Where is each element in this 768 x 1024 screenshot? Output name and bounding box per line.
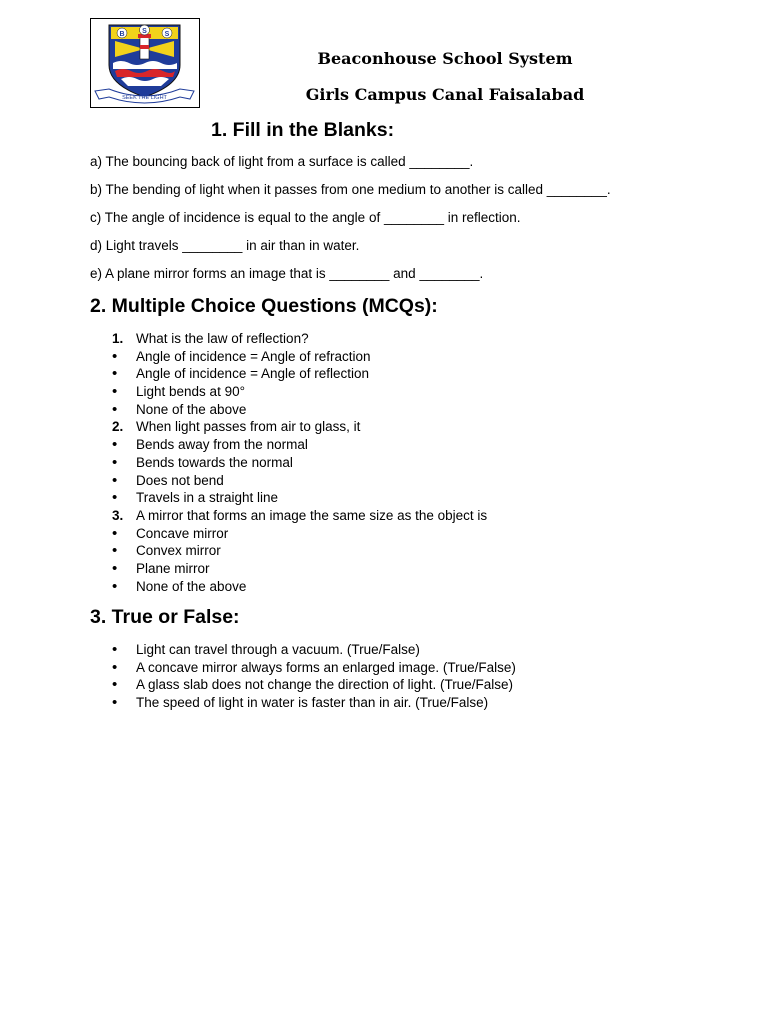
option-text: None of the above: [136, 578, 247, 594]
crest-motto: SEEK THE LIGHT: [122, 95, 167, 101]
school-logo: [90, 18, 200, 108]
option-text: Plane mirror: [136, 560, 210, 576]
option-text: Concave mirror: [136, 525, 229, 541]
mcq-option: [112, 401, 487, 419]
mcq-option: [112, 472, 487, 490]
mcq-question: [112, 330, 487, 348]
crest-letter-1: B: [119, 31, 125, 38]
mcq-question: [112, 507, 487, 525]
mcq-option: [112, 578, 487, 596]
bullet-icon: •: [112, 658, 118, 676]
school-crest-icon: [91, 19, 198, 106]
fill-blank-item: c) The angle of incidence is equal to the angle of ________ in reflection.: [90, 210, 521, 225]
statement-text: A glass slab does not change the direction of light. (True/False): [136, 677, 513, 693]
bullet-icon: •: [112, 453, 118, 471]
mcq-option: [112, 383, 487, 401]
mcq-option: [112, 365, 487, 383]
bullet-icon: •: [112, 577, 118, 595]
bullet-icon: •: [112, 559, 118, 577]
mcq-option: [112, 436, 487, 454]
bullet-icon: •: [112, 542, 118, 560]
option-text: Does not bend: [136, 472, 224, 488]
mcq-list: [112, 330, 487, 595]
option-text: Angle of incidence = Angle of refraction: [136, 348, 371, 364]
crest-letter-3: S: [164, 31, 170, 38]
statement-text: Light can travel through a vacuum. (True/False): [136, 642, 420, 657]
statement-text: The speed of light in water is faster than in air. (True/False): [136, 695, 489, 711]
fill-blanks-list: [90, 153, 730, 293]
crest-letter-2: S: [142, 28, 147, 35]
bullet-icon: •: [112, 524, 118, 542]
mcq-question: [112, 418, 487, 436]
option-text: None of the above: [136, 401, 247, 417]
mcq-option: [112, 560, 487, 578]
bullet-icon: •: [112, 365, 118, 383]
section-true-false-title: 3. True or False:: [90, 606, 240, 628]
mcq-option: [112, 454, 487, 472]
bullet-icon: •: [112, 676, 118, 694]
true-false-item: [112, 641, 516, 659]
mcq-option: [112, 489, 487, 507]
campus-name: Girls Campus Canal Faisalabad: [305, 85, 585, 104]
true-false-list: [112, 641, 516, 712]
statement-text: A concave mirror always forms an enlarged image. (True/False): [136, 659, 516, 675]
question-number: 2.: [112, 419, 124, 435]
mcq-option: [112, 348, 487, 366]
fill-blank-item: a) The bouncing back of light from a surface is called ________.: [90, 154, 474, 169]
option-text: Bends away from the normal: [136, 437, 308, 453]
bullet-icon: •: [112, 471, 118, 489]
question-number: 1.: [112, 331, 124, 346]
true-false-item: [112, 694, 516, 712]
bullet-icon: •: [112, 400, 118, 418]
true-false-item: [112, 659, 516, 677]
fill-blank-item: d) Light travels ________ in air than in water.: [90, 238, 360, 253]
question-number: 3.: [112, 507, 124, 523]
option-text: Convex mirror: [136, 543, 221, 559]
option-text: Light bends at 90°: [136, 384, 245, 400]
bullet-icon: •: [112, 436, 118, 454]
true-false-item: [112, 676, 516, 694]
fill-blank-item: b) The bending of light when it passes from one medium to another is called ________.: [90, 182, 611, 197]
school-name: Beaconhouse School System: [317, 49, 573, 68]
question-text: A mirror that forms an image the same size as the object is: [136, 507, 488, 523]
option-text: Angle of incidence = Angle of reflection: [136, 366, 370, 382]
section-mcq-title: 2. Multiple Choice Questions (MCQs):: [90, 295, 438, 317]
bullet-icon: •: [112, 347, 118, 365]
option-text: Bends towards the normal: [136, 454, 293, 470]
bullet-icon: •: [112, 383, 118, 401]
question-text: When light passes from air to glass, it: [136, 419, 361, 435]
mcq-option: [112, 525, 487, 543]
fill-blank-item: e) A plane mirror forms an image that is ________ and ________.: [90, 266, 484, 281]
question-text: What is the law of reflection?: [136, 331, 309, 346]
bullet-icon: •: [112, 694, 118, 712]
bullet-icon: •: [112, 641, 118, 658]
bullet-icon: •: [112, 489, 118, 507]
section-fill-blanks-title: 1. Fill in the Blanks:: [211, 119, 395, 141]
option-text: Travels in a straight line: [136, 490, 279, 506]
mcq-option: [112, 542, 487, 560]
